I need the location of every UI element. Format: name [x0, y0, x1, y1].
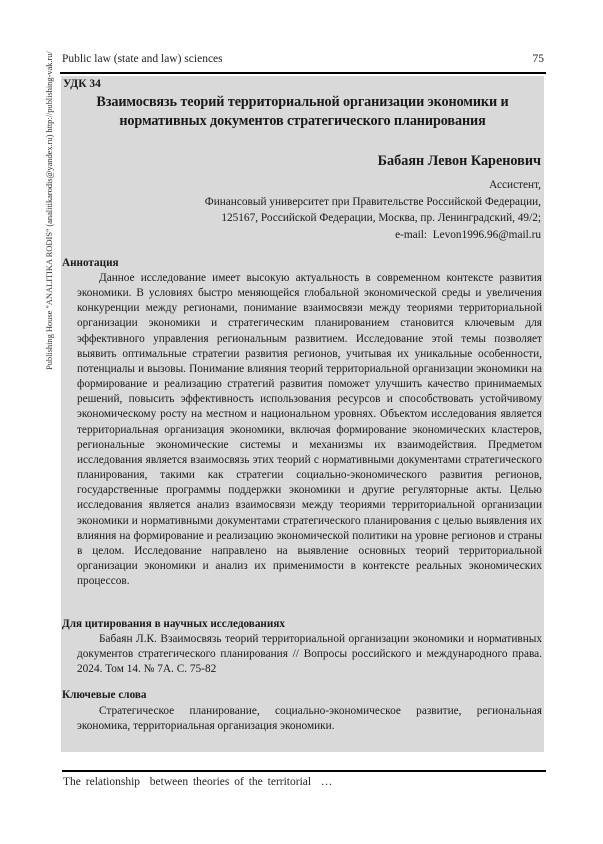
author-institution: Финансовый университет при Правительстве Российской Федерации,: [204, 195, 541, 208]
citation-text: Бабаян Л.К. Взаимосвязь теорий территориальной организации экономики и нормативных документов стратегического планирования // Вопросы российского и международного права. 2024. Том 14. № 7А. С. 75-82: [77, 633, 542, 676]
article-title: [61, 93, 544, 131]
running-footer-title: The relationship between theories of the territorial …: [63, 776, 333, 788]
article-title-line-1: Взаимосвязь теорий территориальной организации экономики и: [96, 94, 509, 110]
citation-heading: Для цитирования в научных исследованиях: [62, 618, 285, 630]
header-rule: [60, 72, 546, 74]
running-head: [62, 53, 544, 65]
journal-section: Public law (state and law) sciences: [62, 53, 223, 65]
udk-code: УДК 34: [63, 78, 101, 90]
author-address: 125167, Российской Федерации, Москва, пр. Ленинградский, 49/2;: [221, 212, 541, 224]
abstract-text: Данное исследование имеет высокую актуальность в современном контексте развития экономики. В условиях быстро меняющейся глобальной экономической среды и увеличения конкуренции между регионами, понимание взаимосвязи между теориями территориальной организации экономики и стратегическим планированием становится ключевым для эффективного управления региональным развитием. Исследование этой темы позволяет выявить оптимальные стратегии развития регионов, учитывая их уникальные особенности, потенциалы и вызовы. Понимание влияния теорий территориальной организации экономики на формирование и реализацию стратегий развития поможет улучшить качество принимаемых решений, повысить эффективность использования ресурсов и способствовать устойчивому экономическому росту на местном и национальном уровнях. Объектом исследования является территориальная организация экономики, включая формирование экономических кластеров, региональные экономические системы и механизмы их взаимодействия. Предметом исследования является взаимосвязь этих теорий с нормативными документами стратегического планирования, такими как стратегии социально-экономического развития регионов, государственные программы поддержки экономики и другие регуляторные акты. Целью исследования является анализ взаимосвязи между теориями территориальной организации экономики и нормативными документами стратегического планирования с целью выявления их влияния на формирование и реализацию экономической политики на уровне регионов и страны в целом. Исследование направлено на выявление основных теорий территориальной организации экономики и анализ их применимости в контексте реальных экономических процессов.: [77, 272, 542, 588]
page-number: 75: [532, 53, 544, 65]
abstract-heading: Аннотация: [62, 257, 119, 269]
keywords-text: Стратегическое планирование, социально-экономическое развитие, региональная экономика, территориальная организация экономики.: [77, 705, 542, 733]
footer-rule: [62, 770, 546, 772]
keywords-heading: Ключевые слова: [62, 689, 147, 701]
author-name: Бабаян Левон Каренович: [377, 153, 541, 169]
author-position: Ассистент,: [489, 179, 541, 191]
author-affiliation: [205, 177, 541, 243]
publisher-side-text: Publishing House "ANALITIKA RODIS" (analitikarodis@yandex.ru) http://publishing-vak.ru/: [44, 51, 54, 370]
article-title-line-2: нормативных документов стратегического планирования: [119, 113, 486, 129]
author-email[interactable]: e-mail: Levon1996.96@mail.ru: [395, 228, 541, 241]
